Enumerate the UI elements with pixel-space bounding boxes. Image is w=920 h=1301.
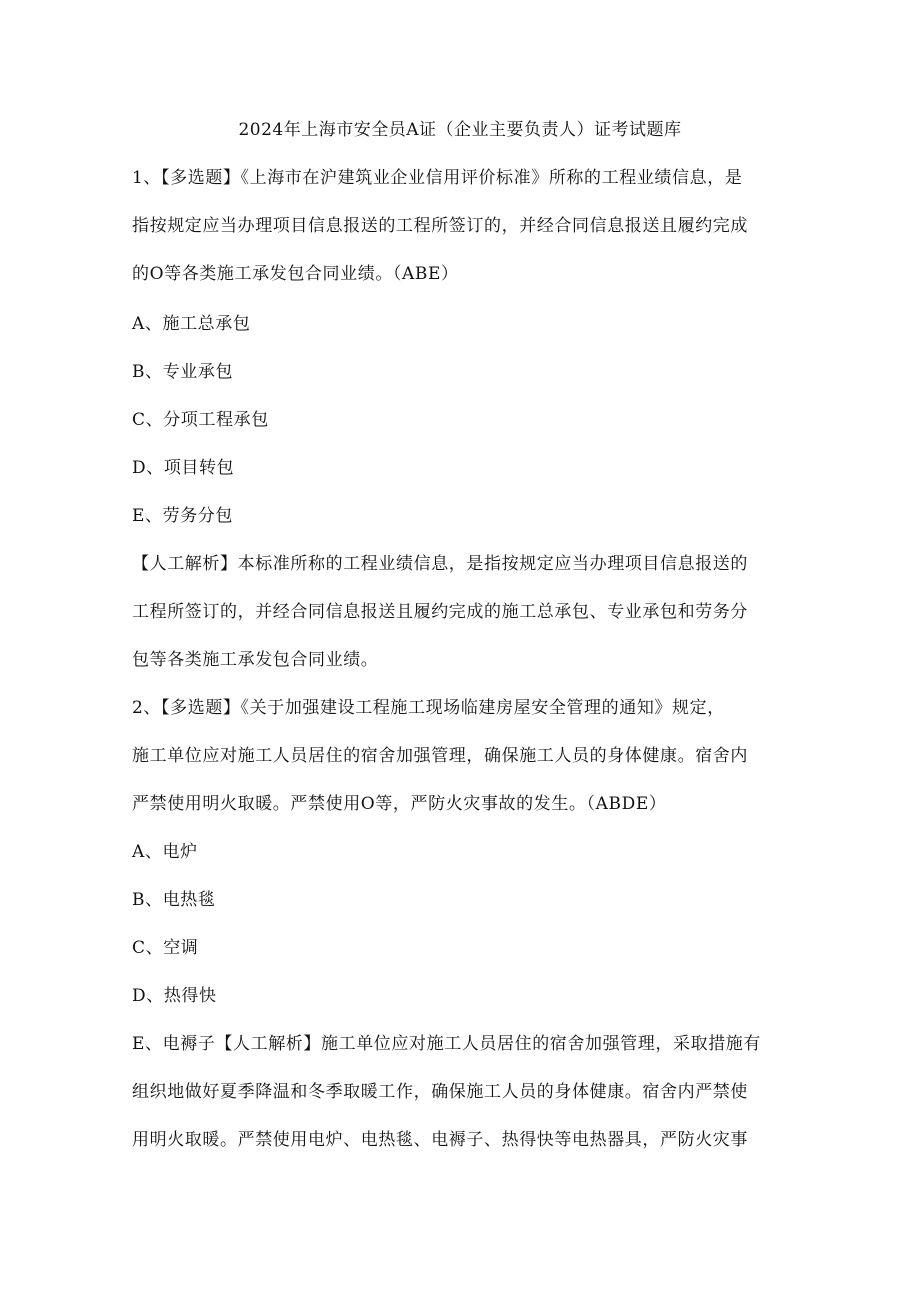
question-1-option-a: A、施工总承包 [132,314,251,334]
question-2-analysis-line-3: 用明火取暖。严禁使用电炉、电热毯、电褥子、热得快等电热器具，严防火灾事 [132,1130,748,1150]
document-title: 2024年上海市安全员A证（企业主要负责人）证考试题库 [238,120,682,140]
question-2-option-a: A、电炉 [132,842,198,862]
question-2-option-b: B、电热毯 [132,890,216,910]
question-2-option-c: C、空调 [132,938,199,958]
question-1-option-e: E、劳务分包 [132,506,234,526]
question-1-analysis-line-1: 【人工解析】本标准所称的工程业绩信息，是指按规定应当办理项目信息报送的 [132,554,748,574]
question-2-stem-line-1: 2、【多选题】《关于加强建设工程施工现场临建房屋安全管理的通知》规定， [132,698,725,718]
question-1-analysis-line-3: 包等各类施工承发包合同业绩。 [132,650,379,670]
question-1-option-d: D、项目转包 [132,458,235,478]
question-1-stem-line-1: 1、【多选题】《上海市在沪建筑业企业信用评价标准》所称的工程业绩信息，是 [132,168,743,188]
question-1-analysis-line-2: 工程所签订的，并经合同信息报送且履约完成的施工总承包、专业承包和劳务分 [132,602,748,622]
question-1-stem-line-3: 的O等各类施工承发包合同业绩。（ABE） [132,264,459,284]
question-1-option-c: C、分项工程承包 [132,410,269,430]
question-2-analysis-line-2: 组织地做好夏季降温和冬季取暖工作，确保施工人员的身体健康。宿舍内严禁使 [132,1082,748,1102]
question-2-stem-line-3: 严禁使用明火取暖。严禁使用O等，严防火灾事故的发生。（ABDE） [132,794,667,814]
question-2-stem-line-2: 施工单位应对施工人员居住的宿舍加强管理，确保施工人员的身体健康。宿舍内 [132,746,748,766]
question-2-option-d: D、热得快 [132,986,217,1006]
question-2-analysis-line-1: E、电褥子【人工解析】施工单位应对施工人员居住的宿舍加强管理，采取措施有 [132,1034,762,1054]
question-1-stem-line-2: 指按规定应当办理项目信息报送的工程所签订的，并经合同信息报送且履约完成 [132,216,748,236]
question-1-option-b: B、专业承包 [132,362,234,382]
